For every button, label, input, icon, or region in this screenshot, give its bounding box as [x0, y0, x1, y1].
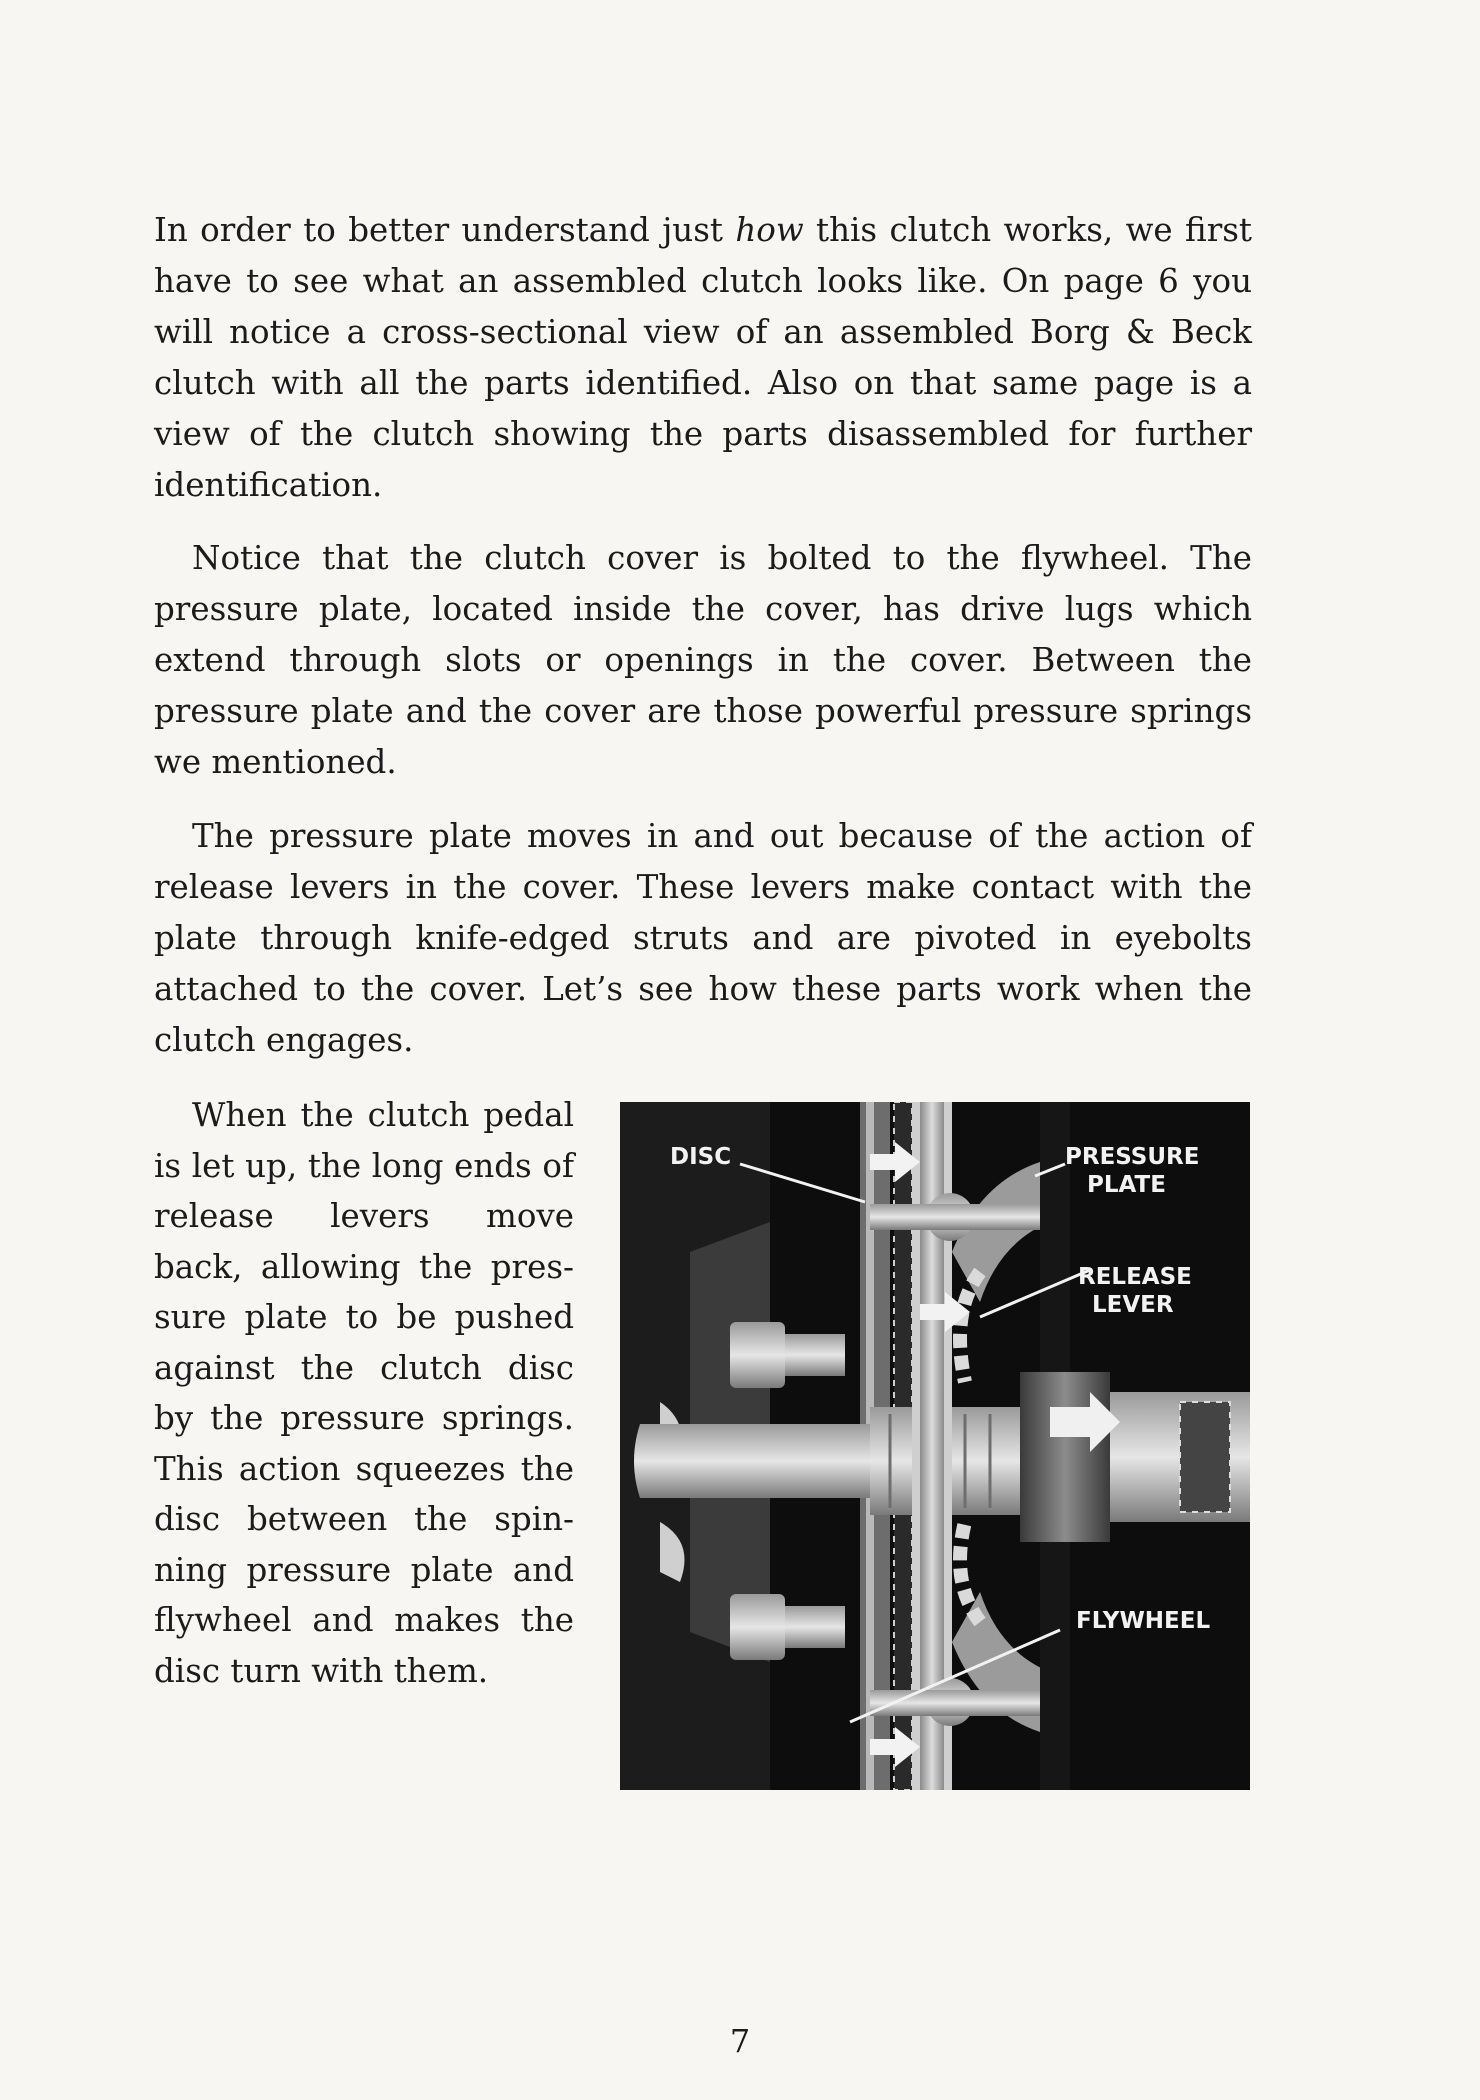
page-number: 7	[729, 2022, 751, 2060]
paragraph-4: When the clutch pedal is let up, the long ends of release levers move back, allowing the pressure plate to be pushed against the clutch disc by the pressure springs. This action squeezes the disc between the spinning pressure plate and flywheel and makes the disc turn with them.	[154, 1096, 574, 1690]
release-lever-leader	[980, 1270, 1090, 1317]
label-release-lever-line1: RELEASE	[1078, 1264, 1192, 1290]
label-pressure-plate-line2: PLATE	[1087, 1172, 1166, 1198]
paragraph-1-emphasis: how	[735, 211, 804, 249]
clutch-cross-section-figure	[620, 1102, 1250, 1790]
clutch-illustration	[620, 1102, 1250, 1790]
label-disc: DISC	[670, 1144, 732, 1170]
release-bearing	[1020, 1372, 1250, 1542]
paragraph-3: The pressure plate moves in and out because of the action of release levers in the cover. These levers make contact with the plate through knife-edged struts and are pivoted in eyebolts attached to the cover. Let’s see how these parts work when the clutch engages.	[154, 817, 1252, 1059]
paragraph-1	[154, 205, 1252, 511]
paragraph-1-text-start: In order to better understand just	[154, 211, 736, 249]
label-flywheel: FLYWHEEL	[1076, 1608, 1211, 1634]
bolt-upper	[730, 1322, 845, 1388]
label-pressure-plate-line1: PRESSURE	[1065, 1144, 1200, 1170]
label-release-lever-line2: LEVER	[1092, 1292, 1174, 1318]
bolt-lower	[730, 1594, 845, 1660]
paragraph-2: Notice that the clutch cover is bolted to the flywheel. The pressure plate, located inside the cover, has drive lugs which extend through slots or openings in the cover. Between the pressure plate and the cover are those powerful pressure springs we mentioned.	[154, 539, 1252, 781]
paragraph-1-text-end: this clutch works, we first have to see what an assembled clutch looks like. On page 6 you will notice a cross-sectional view of an assembled Borg & Beck clutch with all the parts identified. Also on that same page is a view of the clutch showing the parts disassembled for further identification.	[154, 211, 1252, 504]
